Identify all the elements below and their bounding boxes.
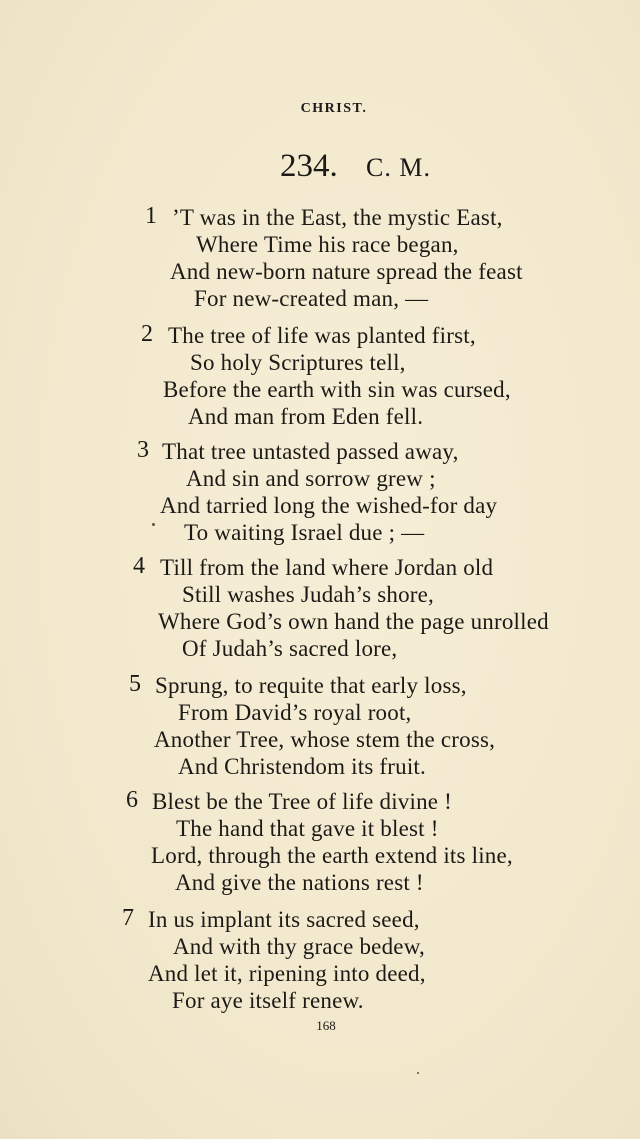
stanza-line: Till from the land where Jordan old [160, 555, 494, 580]
stanza-line: To waiting Israel due ; — [184, 520, 425, 545]
stanza-line: Where Time his race began, [196, 232, 459, 257]
stanza-line: In us implant its sacred seed, [148, 907, 420, 932]
stanza-number: 1 [145, 203, 157, 229]
stanza-line: Where God’s own hand the page unrolled [158, 609, 549, 634]
stanza-line: Blest be the Tree of life divine ! [152, 789, 452, 814]
stanza-line: From David’s royal root, [178, 700, 412, 725]
stanza-number: 2 [141, 321, 153, 347]
stanza-line: For new-created man, — [194, 286, 429, 311]
stanza-line: Another Tree, whose stem the cross, [154, 727, 496, 752]
stanza-line: ’T was in the East, the mystic East, [172, 205, 503, 230]
paper-speck [152, 523, 155, 526]
stanza-number: 3 [137, 437, 149, 463]
stanza-line: Sprung, to requite that early loss, [155, 673, 467, 698]
paper-speck [417, 1072, 419, 1074]
stanza-number: 4 [133, 553, 145, 579]
stanza-line: That tree untasted passed away, [162, 439, 459, 464]
stanza-line: So holy Scriptures tell, [190, 350, 406, 375]
running-head: CHRIST. [300, 101, 368, 116]
stanza-line: The tree of life was planted first, [168, 323, 476, 348]
stanza-line: Before the earth with sin was cursed, [163, 377, 511, 402]
stanza-line: Still washes Judah’s shore, [182, 582, 434, 607]
stanza-number: 5 [129, 671, 141, 697]
stanza-line: And new-born nature spread the feast [170, 259, 523, 284]
stanza-line: Of Judah’s sacred lore, [182, 636, 398, 661]
hymn-number: 234. [280, 148, 338, 184]
stanza-line: And let it, ripening into deed, [148, 961, 426, 986]
hymn-meter: C. M. [366, 153, 431, 182]
stanza-number: 7 [122, 905, 134, 931]
stanza-line: And Christendom its fruit. [178, 754, 426, 779]
page-number: 168 [316, 1018, 336, 1033]
stanza-line: Lord, through the earth extend its line, [151, 843, 513, 868]
stanza-line: The hand that gave it blest ! [176, 816, 439, 841]
stanza-line: And man from Eden fell. [188, 404, 424, 429]
stanza-line: And give the nations rest ! [175, 870, 424, 895]
stanza-number: 6 [126, 787, 138, 813]
stanza-line: And with thy grace bedew, [173, 934, 425, 959]
stanza-line: And sin and sorrow grew ; [186, 466, 436, 491]
stanza-line: And tarried long the wished-for day [160, 493, 498, 518]
stanza-line: For aye itself renew. [172, 988, 364, 1013]
hymn-header [280, 148, 431, 185]
